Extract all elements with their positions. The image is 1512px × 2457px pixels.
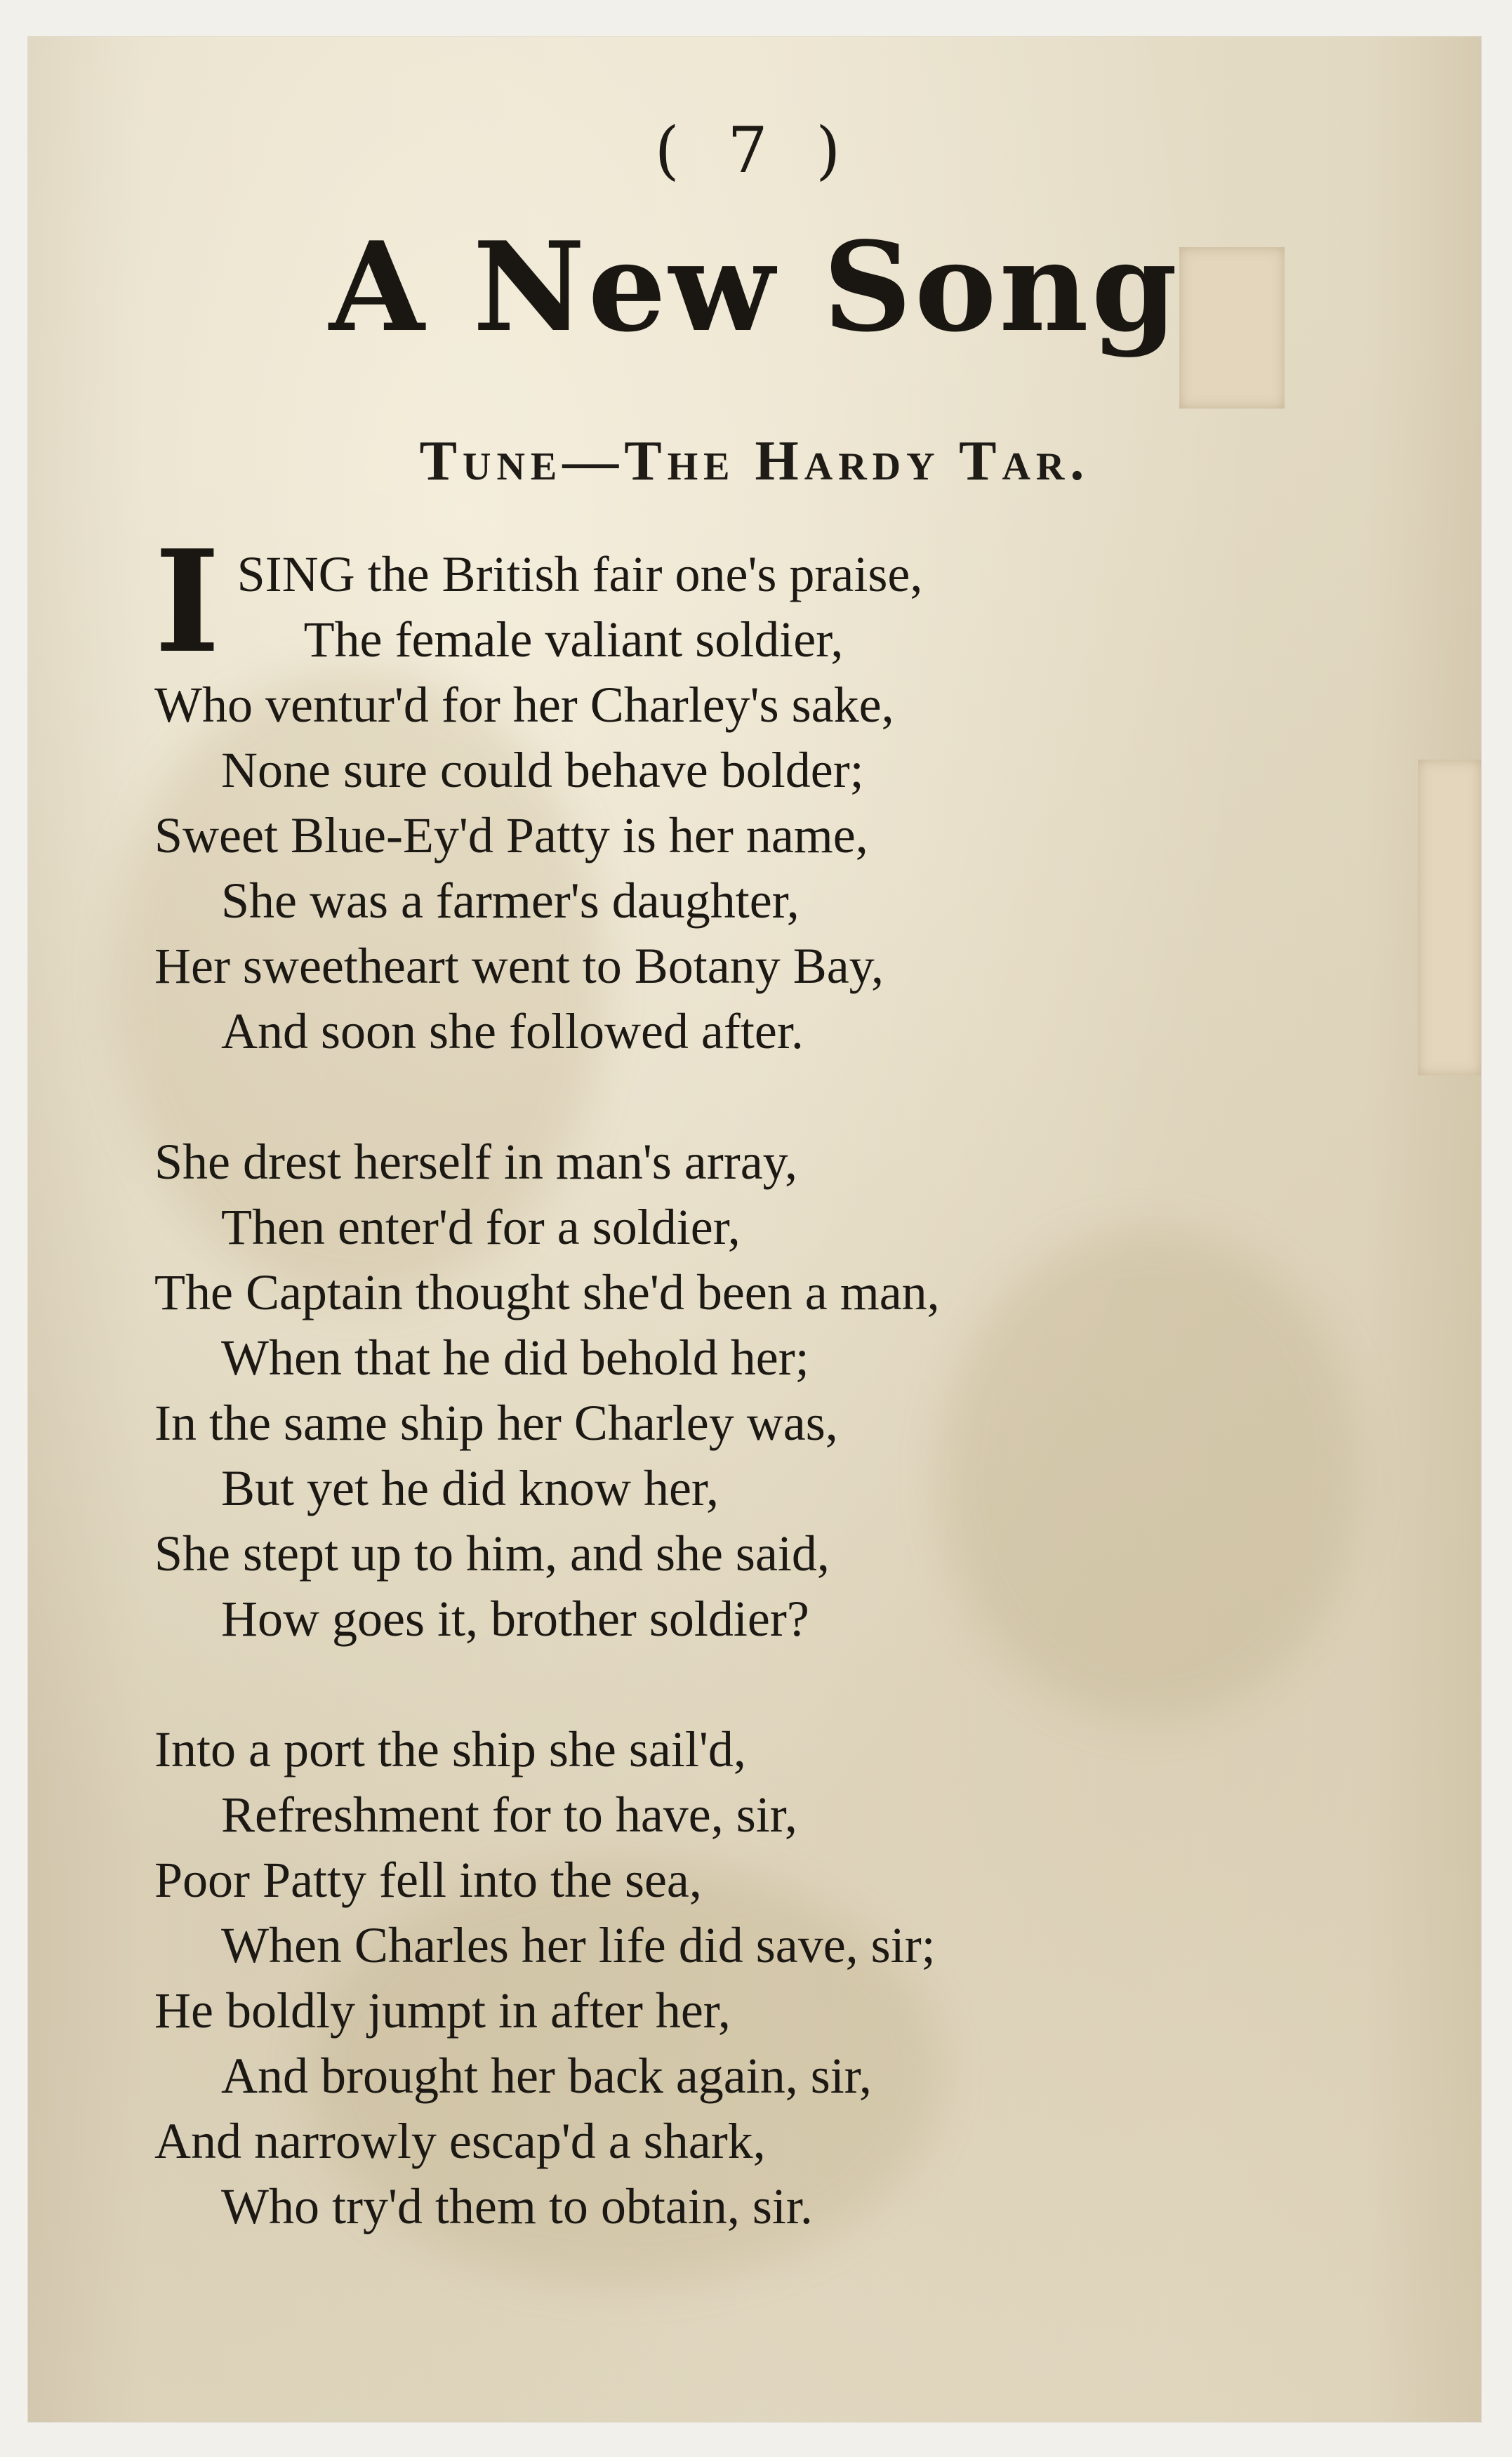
verse-line: Who try'd them to obtain, sir. xyxy=(221,2178,813,2234)
drop-cap: I xyxy=(154,519,220,684)
verse-line: She was a farmer's daughter, xyxy=(221,873,800,929)
tune-subtitle: Tune—The Hardy Tar. xyxy=(419,430,1090,492)
verse-line: But yet he did know her, xyxy=(221,1460,719,1516)
song-verses xyxy=(154,519,1404,2305)
verse-line: The Captain thought she'd been a man, xyxy=(154,1264,940,1320)
verse-line: Her sweetheart went to Botany Bay, xyxy=(154,938,884,994)
verse-line: Then enter'd for a soldier, xyxy=(221,1199,741,1255)
verse-line: How goes it, brother soldier? xyxy=(221,1591,809,1647)
verse-line: Sweet Blue-Ey'd Patty is her name, xyxy=(154,807,868,863)
verse-line: When that he did behold her; xyxy=(221,1330,809,1386)
verse-line: And brought her back again, sir, xyxy=(221,2048,872,2104)
verse-line: SING the British fair one's praise, xyxy=(237,546,923,602)
verse-line: And soon she followed after. xyxy=(221,1003,804,1059)
page-number: ( 7 ) xyxy=(654,114,855,187)
verse-line: Into a port the ship she sail'd, xyxy=(154,1721,746,1777)
stanza-1 xyxy=(154,519,1404,1064)
stanza-2 xyxy=(154,1130,1404,1652)
page-title: A New Song xyxy=(329,216,1181,359)
verse-line: Poor Patty fell into the sea, xyxy=(154,1852,702,1908)
verse-line: Who ventur'd for her Charley's sake, xyxy=(154,677,894,733)
verse-line: The female valiant soldier, xyxy=(303,611,844,668)
paper-sheet xyxy=(28,37,1481,2422)
verse-line: He boldly jumpt in after her, xyxy=(154,1982,731,2039)
paper-repair-patch xyxy=(1418,760,1481,1075)
verse-line: And narrowly escap'd a shark, xyxy=(154,2113,766,2169)
stanza-1-opening xyxy=(237,542,1404,673)
verse-line: Refreshment for to have, sir, xyxy=(221,1787,797,1843)
verse-line: She drest herself in man's array, xyxy=(154,1134,797,1190)
verse-line: When Charles her life did save, sir; xyxy=(221,1917,936,1973)
verse-line: None sure could behave bolder; xyxy=(221,742,864,798)
verse-line: In the same ship her Charley was, xyxy=(154,1395,838,1451)
verse-line: She stept up to him, and she said, xyxy=(154,1525,830,1582)
stanza-3 xyxy=(154,1717,1404,2239)
